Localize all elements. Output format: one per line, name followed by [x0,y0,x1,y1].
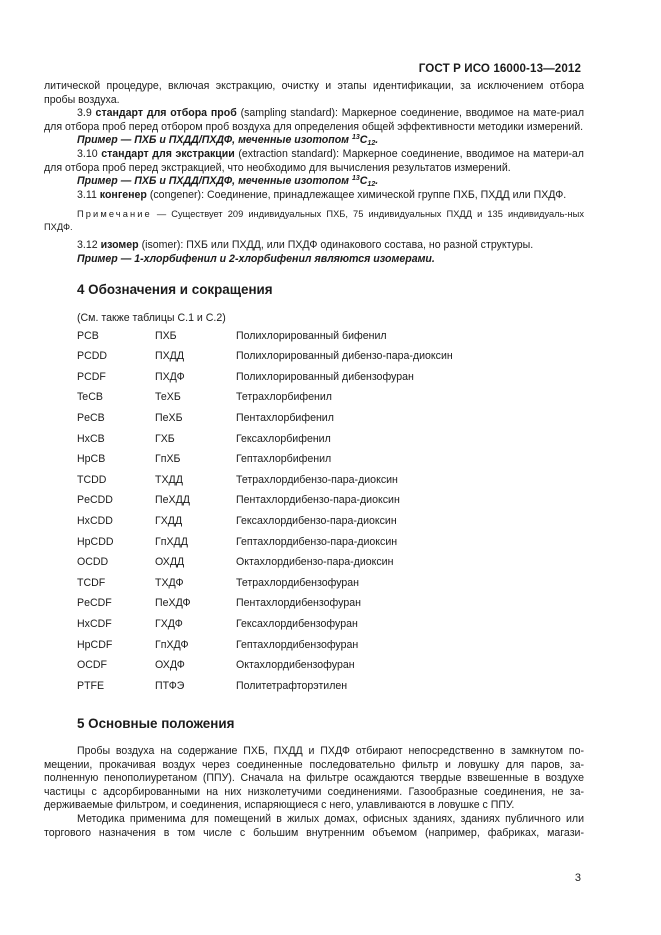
document-body [44,80,584,840]
table-row [77,552,453,573]
abbr-latin: HpCDF [77,638,113,651]
abbr-description: Тетрахлордибензофуран [236,576,360,589]
example-end: . [375,175,379,188]
definition-term: стандарт для отбора проб [95,107,237,120]
abbr-cyrillic: ПеХДД [155,494,190,507]
abbr-latin: PeCB [77,412,105,425]
abbr-description: Полихлорированный бифенил [236,329,387,342]
abbr-latin: PCDF [77,370,106,383]
abbr-cyrillic: ГпХБ [155,453,181,466]
table-row [77,531,453,552]
abbr-cyrillic: ПХБ [155,329,177,342]
abbr-latin: HxCDF [77,617,112,630]
section-4-heading: 4 Обозначения и сокращения [77,282,273,298]
example-3-12: Пример — 1-хлорбифенил и 2-хлорбифенил являются изомерами. [77,252,435,265]
abbr-cyrillic: ТХДД [155,473,183,486]
definition-number: 3.10 [77,147,98,160]
abbr-latin: HxCDD [77,514,113,527]
abbr-description: Гептахлордибензофуран [236,638,359,651]
abbr-latin: HxCB [77,432,105,445]
definition-3-9 [44,107,584,134]
abbr-latin: TeCB [77,391,103,404]
definition-3-11 [44,189,584,203]
table-row [77,387,453,408]
abbr-cyrillic: ГХДД [155,514,183,527]
abbr-latin: PeCDD [77,494,113,507]
definition-3-12 [44,239,584,253]
definition-text: (isomer): ПХБ или ПХДД, или ПХДФ одинакового состава, но разной структуры. [138,239,534,252]
table-row [77,511,453,532]
abbreviations-table [77,325,453,696]
abbr-description: Октахлордибензо-пара-диоксин [236,556,394,569]
abbr-description: Пентахлордибензофуран [236,597,361,610]
abbr-latin: OCDD [77,556,109,569]
table-row [77,325,453,346]
definition-text: (sampling standard): Маркерное соединение, вводимое на мате-риал для отбора проб перед отбором проб воздуха для определения общей эффективности методики измерений. [44,107,584,133]
abbr-latin: OCDF [77,659,108,672]
abbr-cyrillic: ПТФЭ [155,679,185,692]
definition-number: 3.9 [77,107,92,120]
definition-number: 3.12 [77,239,98,252]
table-row [77,614,453,635]
abbr-description: Гексахлорбифенил [236,432,331,445]
table-row [77,367,453,388]
table-row [77,675,453,696]
definition-number: 3.11 [77,188,97,201]
abbr-description: Пентахлорбифенил [236,412,334,425]
isotope-symbol: С [359,175,368,188]
abbr-latin: HpCB [77,453,106,466]
intro-paragraph: литической процедуре, включая экстракцию, очистку и этапы идентификации, за исключением отбора пробы воздуха. [44,80,584,106]
abbr-cyrillic: ПХДФ [155,370,185,383]
abbr-latin: TCDD [77,473,107,486]
table-row [77,572,453,593]
table-row [77,449,453,470]
abbr-description: Тетрахлорбифенил [236,391,332,404]
isotope-mass: 13 [351,175,360,183]
abbr-cyrillic: ГХБ [155,432,175,445]
table-row [77,655,453,676]
example-text: Пример — ПХБ и ПХДД/ПХДФ, меченные изотопом [77,175,352,188]
abbr-latin: PTFE [77,679,105,692]
abbr-description: Гептахлорбифенил [236,453,332,466]
page-number: 3 [574,872,581,884]
abbr-latin: PCB [77,329,99,342]
abbr-cyrillic: ТХДФ [155,576,184,589]
note-text: — Существует 209 индивидуальных ПХБ, 75 индивидуальных ПХДД и 135 индивидуаль-ных ПХДФ. [44,209,584,232]
abbr-latin: PeCDF [77,597,112,610]
abbr-description: Октахлордибензофуран [236,659,355,672]
definition-term: конгенер [99,188,147,201]
abbr-cyrillic: ГпХДФ [155,638,189,651]
isotope-count: 12 [367,140,376,148]
table-row [77,490,453,511]
isotope-symbol: С [359,134,368,147]
definition-3-10 [44,148,584,175]
table-row [77,408,453,429]
abbr-description: Полихлорированный дибензо-пара-диоксин [236,350,453,363]
example-text: Пример — ПХБ и ПХДД/ПХДФ, меченные изотопом [77,134,352,147]
example-3-9 [44,134,584,148]
abbr-cyrillic: ПеХБ [155,412,183,425]
definition-text: (extraction standard): Маркерное соединение, вводимое на матери-ал для отбора проб перед экстракцией, что необходимо для вычисления результатов измерений. [44,147,584,174]
abbr-description: Гексахлордибензофуран [236,617,358,630]
definition-text: (congener): Соединение, принадлежащее химической группе ПХБ, ПХДД или ПХДФ. [146,188,567,201]
see-also-note: (См. также таблицы С.1 и С.2) [77,312,226,325]
definition-term: стандарт для экстракции [101,147,235,160]
abbr-latin: PCDD [77,350,108,363]
abbr-description: Политетрафторэтилен [236,679,348,692]
section-5-paragraph-2: Методика применима для помещений в жилых домах, офисных зданиях, зданиях публичного или торгового назначения в том числе с большим внутренним объемом (например, фабриках, магази- [44,813,584,839]
isotope-count: 12 [367,181,376,189]
table-row [77,346,453,367]
note-label: Примечание [77,209,152,220]
example-end: . [375,134,379,147]
abbr-description: Пентахлордибензо-пара-диоксин [236,494,400,507]
abbr-description: Гептахлордибензо-пара-диоксин [236,535,398,548]
abbr-cyrillic: ПХДД [155,350,185,363]
section-5-heading: 5 Основные положения [77,716,235,732]
abbr-cyrillic: ОХДД [155,556,185,569]
table-row [77,634,453,655]
document-header: ГОСТ Р ИСО 16000-13—2012 [418,62,581,75]
abbr-description: Полихлорированный дибензофуран [236,370,414,383]
definition-term: изомер [100,239,139,252]
abbr-description: Тетрахлордибензо-пара-диоксин [236,473,398,486]
table-row [77,470,453,491]
abbr-cyrillic: ГХДФ [155,617,183,630]
table-row [77,428,453,449]
abbr-cyrillic: ТеХБ [155,391,181,404]
isotope-mass: 13 [351,134,360,142]
abbr-latin: HpCDD [77,535,114,548]
example-3-10 [44,175,584,189]
abbr-cyrillic: ГпХДД [155,535,188,548]
abbr-description: Гексахлордибензо-пара-диоксин [236,514,397,527]
table-row [77,593,453,614]
section-5-paragraph-1: Пробы воздуха на содержание ПХБ, ПХДД и ПХДФ отбирают непосредственно в замкнутом по-мещении, прокачивая воздух через соединенные последовательно фильтр и ловушку для паров, за-полненную пенополиуретаном (ППУ). Сначала на фильтре осаждаются твердые взвешенные в воздухе частицы с адсорбированными на них низколетучими соединениями. Газообразные соединения, не за-держиваемые фильтром, и соединения, испаряющиеся с него, улавливаются в ловушке с ППУ. [44,745,584,812]
abbr-cyrillic: ПеХДФ [155,597,191,610]
note-3-11 [44,208,584,233]
abbr-latin: TCDF [77,576,106,589]
abbr-cyrillic: ОХДФ [155,659,185,672]
